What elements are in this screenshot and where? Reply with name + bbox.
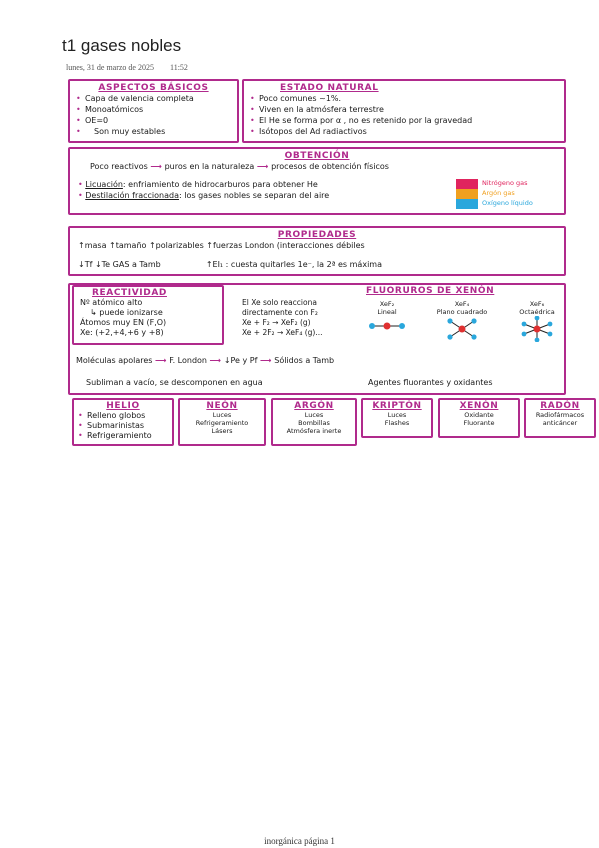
fluoruros-line: directamente con F₂: [242, 308, 318, 317]
element-name: RADÓN: [540, 401, 580, 411]
fluoruros-heading: FLUORUROS DE XENÓN: [366, 286, 495, 296]
flow-step: procesos de obtención físicos: [271, 162, 389, 171]
arrow-icon: ⟶: [256, 162, 272, 171]
xef2-structure-icon: [362, 316, 412, 336]
element-use: anticáncer: [542, 419, 578, 427]
element-use: Refrigeramiento: [195, 419, 249, 427]
aspectos-heading: ASPECTOS BÁSICOS: [98, 83, 209, 93]
element-name: ARGÓN: [294, 401, 334, 411]
estado-list: [250, 93, 558, 137]
element-use: Lásers: [211, 427, 233, 435]
propiedades-line2b: ↑EI₁ : cuesta quitarles 1e⁻, la 2ª es máxima: [205, 260, 382, 269]
flow-step: Moléculas apolares: [76, 356, 153, 365]
legend-oxygen: Oxígeno líquido: [482, 199, 533, 207]
molecule-formula: XeF₄: [454, 300, 470, 308]
list-item: • El He se forma por α , no es retenido por la gravedad: [250, 115, 558, 126]
element-use: Fluorante: [463, 419, 495, 427]
element-name: KRIPTÓN: [372, 401, 422, 411]
molecule-shape: Octaédrica: [519, 308, 555, 316]
reactividad-box: [72, 285, 224, 345]
obtencion-heading: OBTENCIÓN: [284, 151, 350, 161]
molecule-xef2: [362, 300, 412, 338]
arrow-icon: ⟶: [155, 356, 170, 365]
element-use: Luces: [304, 411, 324, 419]
flow-step: F. London: [169, 356, 207, 365]
flow-step: Sólidos a Tamb: [274, 356, 335, 365]
page-time: 11:52: [169, 63, 188, 72]
propiedades-heading: PROPIEDADES: [277, 230, 357, 240]
element-box-kripton: [361, 398, 433, 438]
propiedades-box: [68, 226, 566, 276]
fluoruros-line: El Xe solo reacciona: [242, 298, 317, 307]
nitrogen-swatch: [456, 179, 478, 189]
destilacion-line: • Destilación fraccionada: los gases nobles se separan del aire: [78, 191, 330, 200]
element-use: Luces: [212, 411, 232, 419]
element-name: NEÓN: [206, 401, 238, 411]
moleculas-line2b: Agentes fluorantes y oxidantes: [368, 378, 493, 387]
moleculas-flow: [76, 355, 334, 366]
element-box-neon: [178, 398, 266, 446]
arrow-icon: ⟶: [209, 356, 224, 365]
legend-argon: Argón gas: [482, 189, 515, 197]
fluoruros-line: Xe + 2F₂ → XeF₄ (g)...: [242, 328, 323, 337]
list-item: • Relleno globos: [78, 411, 168, 421]
licuacion-line: • Licuación: enfriamiento de hidrocarburos para obtener He: [78, 180, 318, 189]
licuacion-label: Licuación: [85, 180, 123, 189]
reactividad-line: Átomos muy EN (F,O): [80, 318, 167, 327]
list-item: • Viven en la atmósfera terrestre: [250, 104, 558, 115]
molecule-formula: XeF₂: [379, 300, 395, 308]
page-title: t1 gases nobles: [62, 36, 182, 55]
flow-step: ↓Pe y Pf: [223, 356, 258, 365]
propiedades-line2: [78, 259, 556, 270]
xef6-structure-icon: [512, 316, 562, 342]
aspectos-list: [76, 93, 231, 137]
licuacion-text: : enfriamiento de hidrocarburos para obtener He: [122, 180, 318, 189]
list-item: • Refrigeramiento: [78, 431, 168, 441]
flow-step: puros en la naturaleza: [164, 162, 255, 171]
reactividad-line: Nº atómico alto: [80, 298, 143, 307]
flow-step: Poco reactivos: [90, 162, 148, 171]
element-box-argon: [271, 398, 357, 446]
list-item: • OE=0: [76, 115, 231, 126]
element-name: XENÓN: [459, 401, 499, 411]
element-use: Oxidante: [464, 411, 494, 419]
estado-heading: ESTADO NATURAL: [280, 83, 379, 93]
propiedades-line2a: ↓Tf ↓Te GAS a Tamb: [78, 260, 161, 269]
element-name: HELIO: [106, 401, 140, 411]
aspectos-box: [68, 79, 239, 143]
reactividad-line: Xe: (+2,+4,+6 y +8): [80, 328, 164, 337]
arrow-icon: ⟶: [259, 356, 275, 365]
element-use: Bombillas: [298, 419, 330, 427]
list-item: • Submarinistas: [78, 421, 168, 431]
element-use: Radiofármacos: [535, 411, 585, 419]
obtencion-flow: [90, 161, 556, 172]
list-item: • Capa de valencia completa: [76, 93, 231, 104]
element-box-radon: [524, 398, 596, 438]
legend-nitrogen: Nitrógeno gas: [482, 179, 528, 187]
element-box-xenon: [438, 398, 520, 438]
fluoruros-text: [242, 298, 323, 338]
page-footer: inorgánica página 1: [264, 836, 335, 846]
oxygen-swatch: [456, 199, 478, 209]
destilacion-label: Destilación fraccionada: [85, 191, 180, 200]
reactividad-line: ↳ puede ionizarse: [90, 308, 163, 317]
argon-swatch: [456, 189, 478, 199]
molecule-xef4: [432, 300, 492, 344]
xef4-structure-icon: [432, 316, 492, 342]
moleculas-line2: [86, 377, 556, 388]
obtencion-box: [68, 147, 566, 215]
molecule-shape: Plano cuadrado: [436, 308, 488, 316]
moleculas-line2a: Subliman a vacío, se descomponen en agua: [86, 378, 263, 387]
estado-box: [242, 79, 566, 143]
molecule-formula: XeF₆: [529, 300, 545, 308]
list-item: • Son muy estables: [76, 126, 231, 137]
list-item: • Monoatómicos: [76, 104, 231, 115]
arrow-icon: ⟶: [150, 162, 165, 171]
element-uses: [78, 411, 168, 441]
list-item: • Poco comunes ~1%.: [250, 93, 558, 104]
element-box-helio: [72, 398, 174, 446]
molecule-shape: Lineal: [377, 308, 397, 316]
element-use: Flashes: [384, 419, 410, 427]
propiedades-line1: ↑masa ↑tamaño ↑polarizables ↑fuerzas London (interacciones débiles: [78, 241, 365, 250]
fluoruros-section: [232, 286, 562, 346]
list-item: • Isótopos del Ad radiactivos: [250, 126, 558, 137]
fluoruros-line: Xe + F₂ → XeF₂ (g): [242, 318, 311, 327]
element-use: Luces: [387, 411, 407, 419]
page-date: lunes, 31 de marzo de 2025: [66, 63, 154, 72]
reactividad-heading: REACTIVIDAD: [92, 288, 167, 298]
destilacion-text: : los gases nobles se separan del aire: [179, 191, 330, 200]
molecule-xef6: [512, 300, 562, 344]
element-use: Atmósfera inerte: [286, 427, 342, 435]
page-timestamp: [66, 63, 202, 72]
